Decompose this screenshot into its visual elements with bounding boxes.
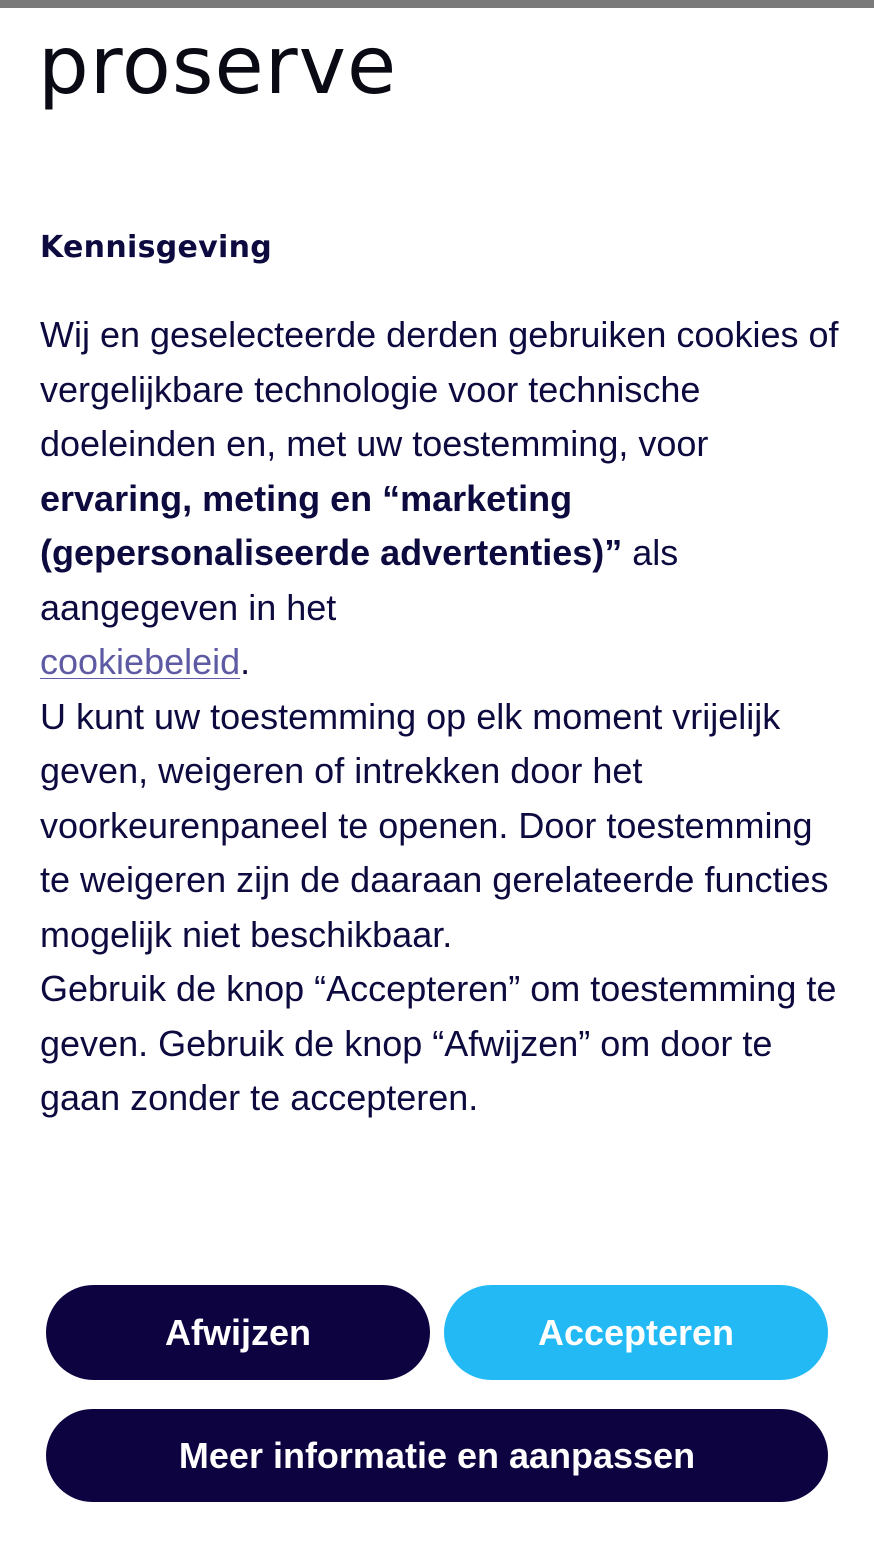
cookie-consent-page [0, 8, 874, 1555]
more-info-customize-button[interactable]: Meer informatie en aanpassen [46, 1409, 828, 1502]
notice-body [40, 308, 840, 1126]
reject-button[interactable]: Afwijzen [46, 1285, 430, 1380]
notice-text-part: Wij en geselecteerde derden gebruiken cookies of vergelijkbare technologie voor technische doeleinden en, met uw toestemming, voor [40, 314, 839, 464]
notice-text-part: . [240, 641, 251, 682]
proserve-logo: proserve [38, 19, 398, 112]
notice-paragraph-2: U kunt uw toestemming op elk moment vrijelijk geven, weigeren of intrekken door het voorkeurenpaneel te openen. Door toestemming te weigeren zijn de daaraan gerelateerde functies mogelijk niet beschikbaar. [40, 695, 829, 955]
notice-text-part: als aangegeven in het [40, 532, 679, 628]
cookie-policy-link[interactable]: cookiebeleid [40, 641, 241, 682]
notice-heading: Kennisgeving [40, 230, 273, 265]
notice-paragraph-3: Gebruik de knop “Accepteren” om toestemming te geven. Gebruik de knop “Afwijzen” om door te gaan zonder te accepteren. [40, 968, 837, 1118]
accept-button[interactable]: Accepteren [444, 1285, 828, 1380]
notice-bold-purposes: ervaring, meting en “marketing (gepersonaliseerde advertenties)” [40, 477, 623, 573]
top-edge-bar [0, 0, 874, 8]
